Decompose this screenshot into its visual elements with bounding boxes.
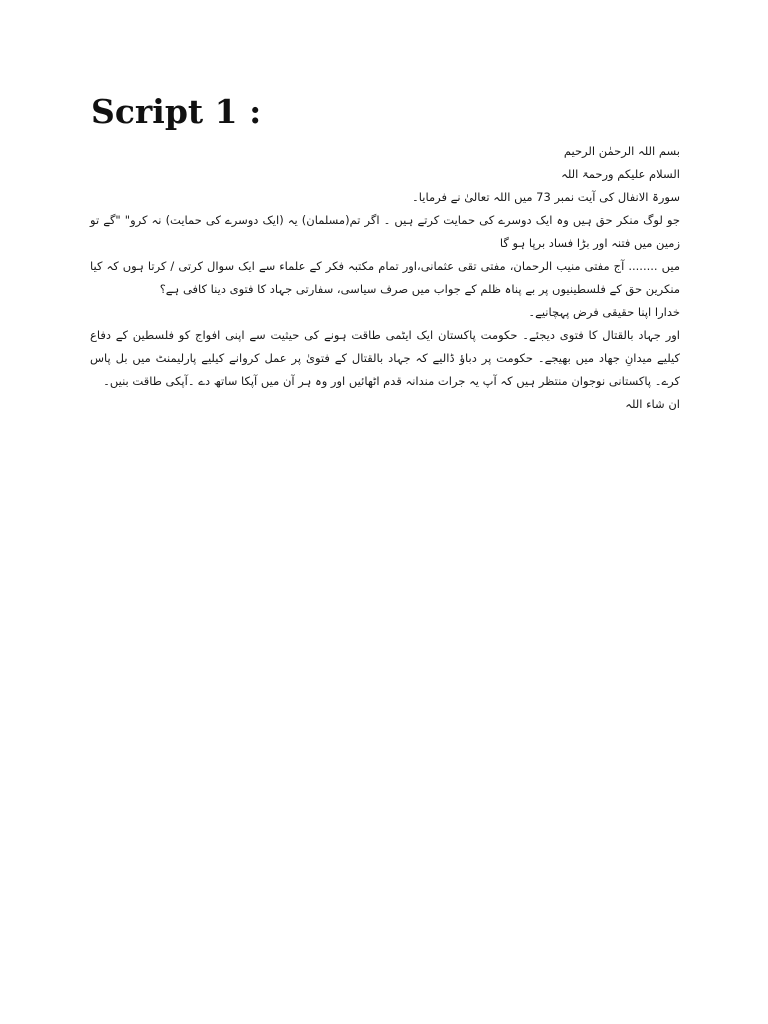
document-title: Script 1 : [91, 92, 262, 131]
greeting-line: السلام علیکم ورحمۃ اللہ [561, 167, 680, 181]
bismillah-line: بسم اللہ الرحمٰن الرحیم [563, 144, 680, 158]
verse-quote-paragraph: جو لوگ منکر حق ہیں وہ ایک دوسرے کی حمایت کرتے ہیں ۔ اگر تم(مسلمان) یہ (ایک دوسرے کی حمایت) نہ کرو" "گے تو زمین میں فتنہ اور بڑا فساد برپا ہو گا [90, 213, 680, 250]
closing-line: ان شاء اللہ [625, 397, 680, 411]
document-body [90, 140, 680, 416]
verse-reference-line: سورۃ الانفال کی آیت نمبر 73 میں اللہ تعالیٰ نے فرمایا۔ [412, 190, 680, 204]
appeal-paragraph: اور جہاد بالقتال کا فتوی دیجئے۔ حکومت پاکستان ایک ایٹمی طاقت ہونے کی حیثیت سے اپنی افواج کو فلسطین کے دفاع کیلیے میدانِ جھاد میں بھیجے۔ حکومت پر دباؤ ڈالیے کہ جہاد بالقتال کے فتویٰ پر عمل کروانے کیلیے پارلیمنٹ میں بل پاس کرے۔ پاکستانی نوجوان منتظر ہیں کہ آپ یہ جرات مندانہ قدم اٹھائیں اور وہ ہر آن میں آپکا ساتھ دے ۔آپکی طاقت بنیں۔ [90, 328, 680, 388]
question-paragraph: میں ........ آج مفتی منیب الرحمان، مفتی تقی عثمانی،اور تمام مکتبہ فکر کے علماء سے ایک سوال کرتی / کرتا ہوں کہ کیا منکرین حق کے فلسطینیوں پر بے پناہ ظلم کے جواب میں صرف سیاسی، سفارتی جہاد کا فتوی دینا کافی ہے؟ [90, 259, 680, 296]
duty-paragraph: خدارا اپنا حقیقی فرض پہچانیے۔ [528, 305, 680, 319]
